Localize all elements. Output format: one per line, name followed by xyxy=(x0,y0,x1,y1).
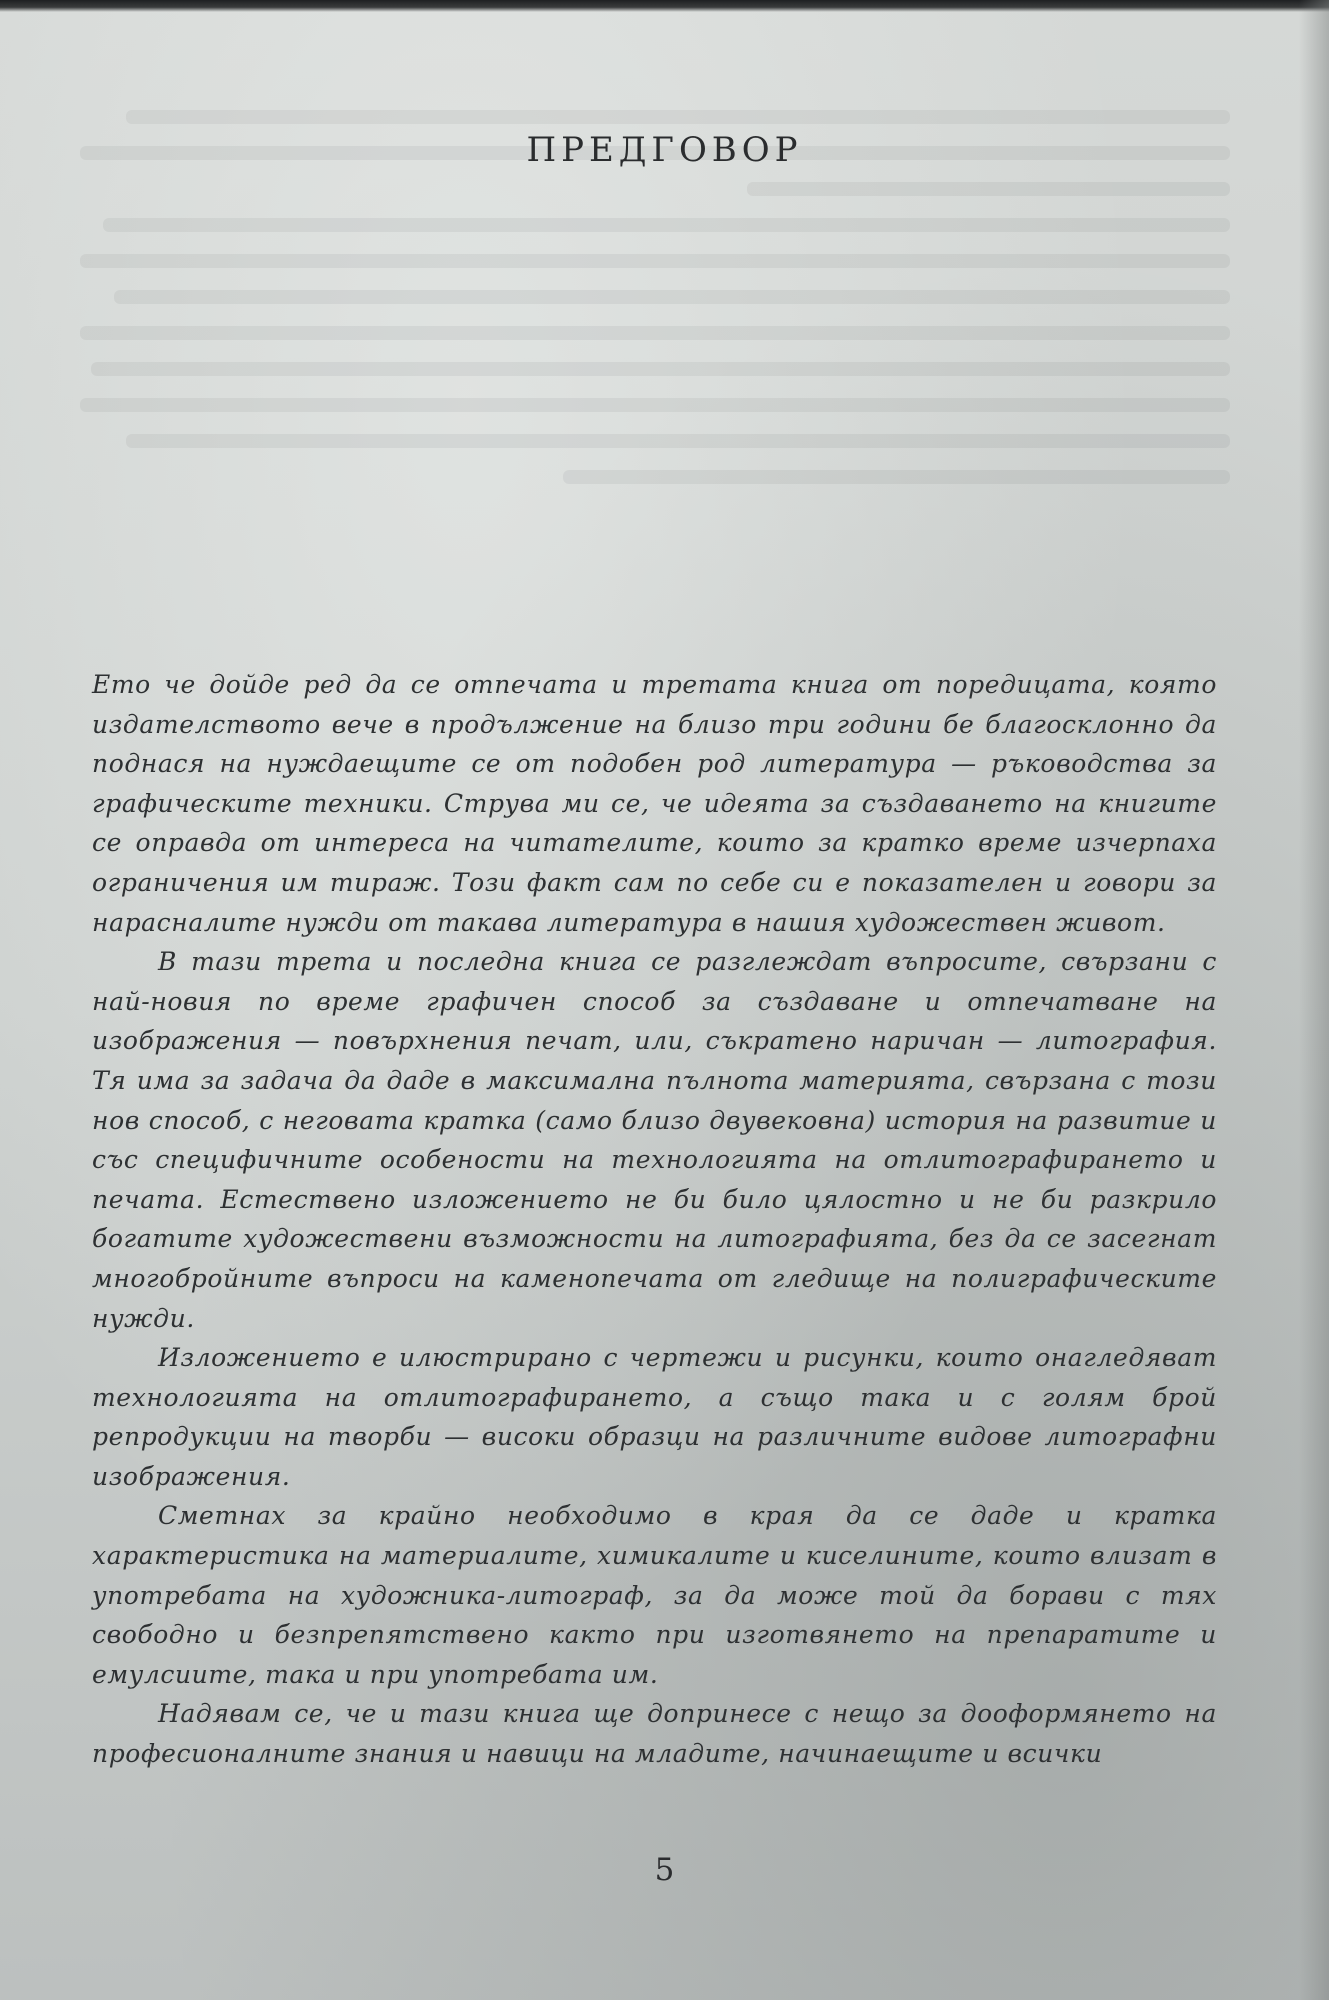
paragraph-3: Изложението е илюстрирано с чертежи и рисунки, които онагледяват технологията на отлитографирането, а също така и с голям брой репродукции на творби — високи образци на различните видове литографни изображения. xyxy=(92,1343,1217,1491)
paragraph-4: Сметнах за крайно необходимо в края да се даде и кратка характеристика на материалите, химикалите и киселините, които влизат в употребата на художника-литограф, за да може той да борави с тях свободно и безпрепятствено както при изготвянето на препаратите и емулсиите, така и при употребата им. xyxy=(92,1501,1217,1689)
page-title: ПРЕДГОВОР xyxy=(526,130,803,170)
paragraph-1: Ето че дойде ред да се отпечата и третата книга от поредицата, която издателството вече в продължение на близо три години бе благосклонно да поднася на нуждаещите се от подобен род литература — ръководства за графическите техники. Струва ми се, че идеята за създаването на книгите се оправда от интереса на читателите, които за кратко време изчерпаха ограничения им тираж. Този факт сам по себе си е показателен и говори за нарасналите нужди от такава литература в нашия художествен живот. xyxy=(92,670,1217,937)
paragraph-5: Надявам се, че и тази книга ще допринесе с нещо за дооформянето на професионалните знания и навици на младите, начинаещите и всички xyxy=(92,1699,1217,1769)
page-number: 5 xyxy=(654,1852,675,1888)
preface-body xyxy=(92,665,1217,1774)
page-right-edge-shadow xyxy=(1299,0,1329,2000)
show-through-text xyxy=(80,110,1230,590)
page-top-edge-shadow xyxy=(0,0,1329,12)
paragraph-2: В тази трета и последна книга се разглеждат въпросите, свързани с най-новия по време графичен способ за създаване и отпечатване на изображения — повърхнения печат, или, съкратено наричан — литография. Тя има за задача да даде в максимална пълнота материята, свързана с този нов способ, с неговата кратка (само близо двувековна) история на развитие и със специфичните особености на технологията на отлитографирането и печата. Естествено изложението не би било цялостно и не би разкрило богатите художествени възможности на литографията, без да се засегнат многобройните въпроси на каменопечата от гледище на полиграфическите нужди. xyxy=(92,947,1217,1333)
